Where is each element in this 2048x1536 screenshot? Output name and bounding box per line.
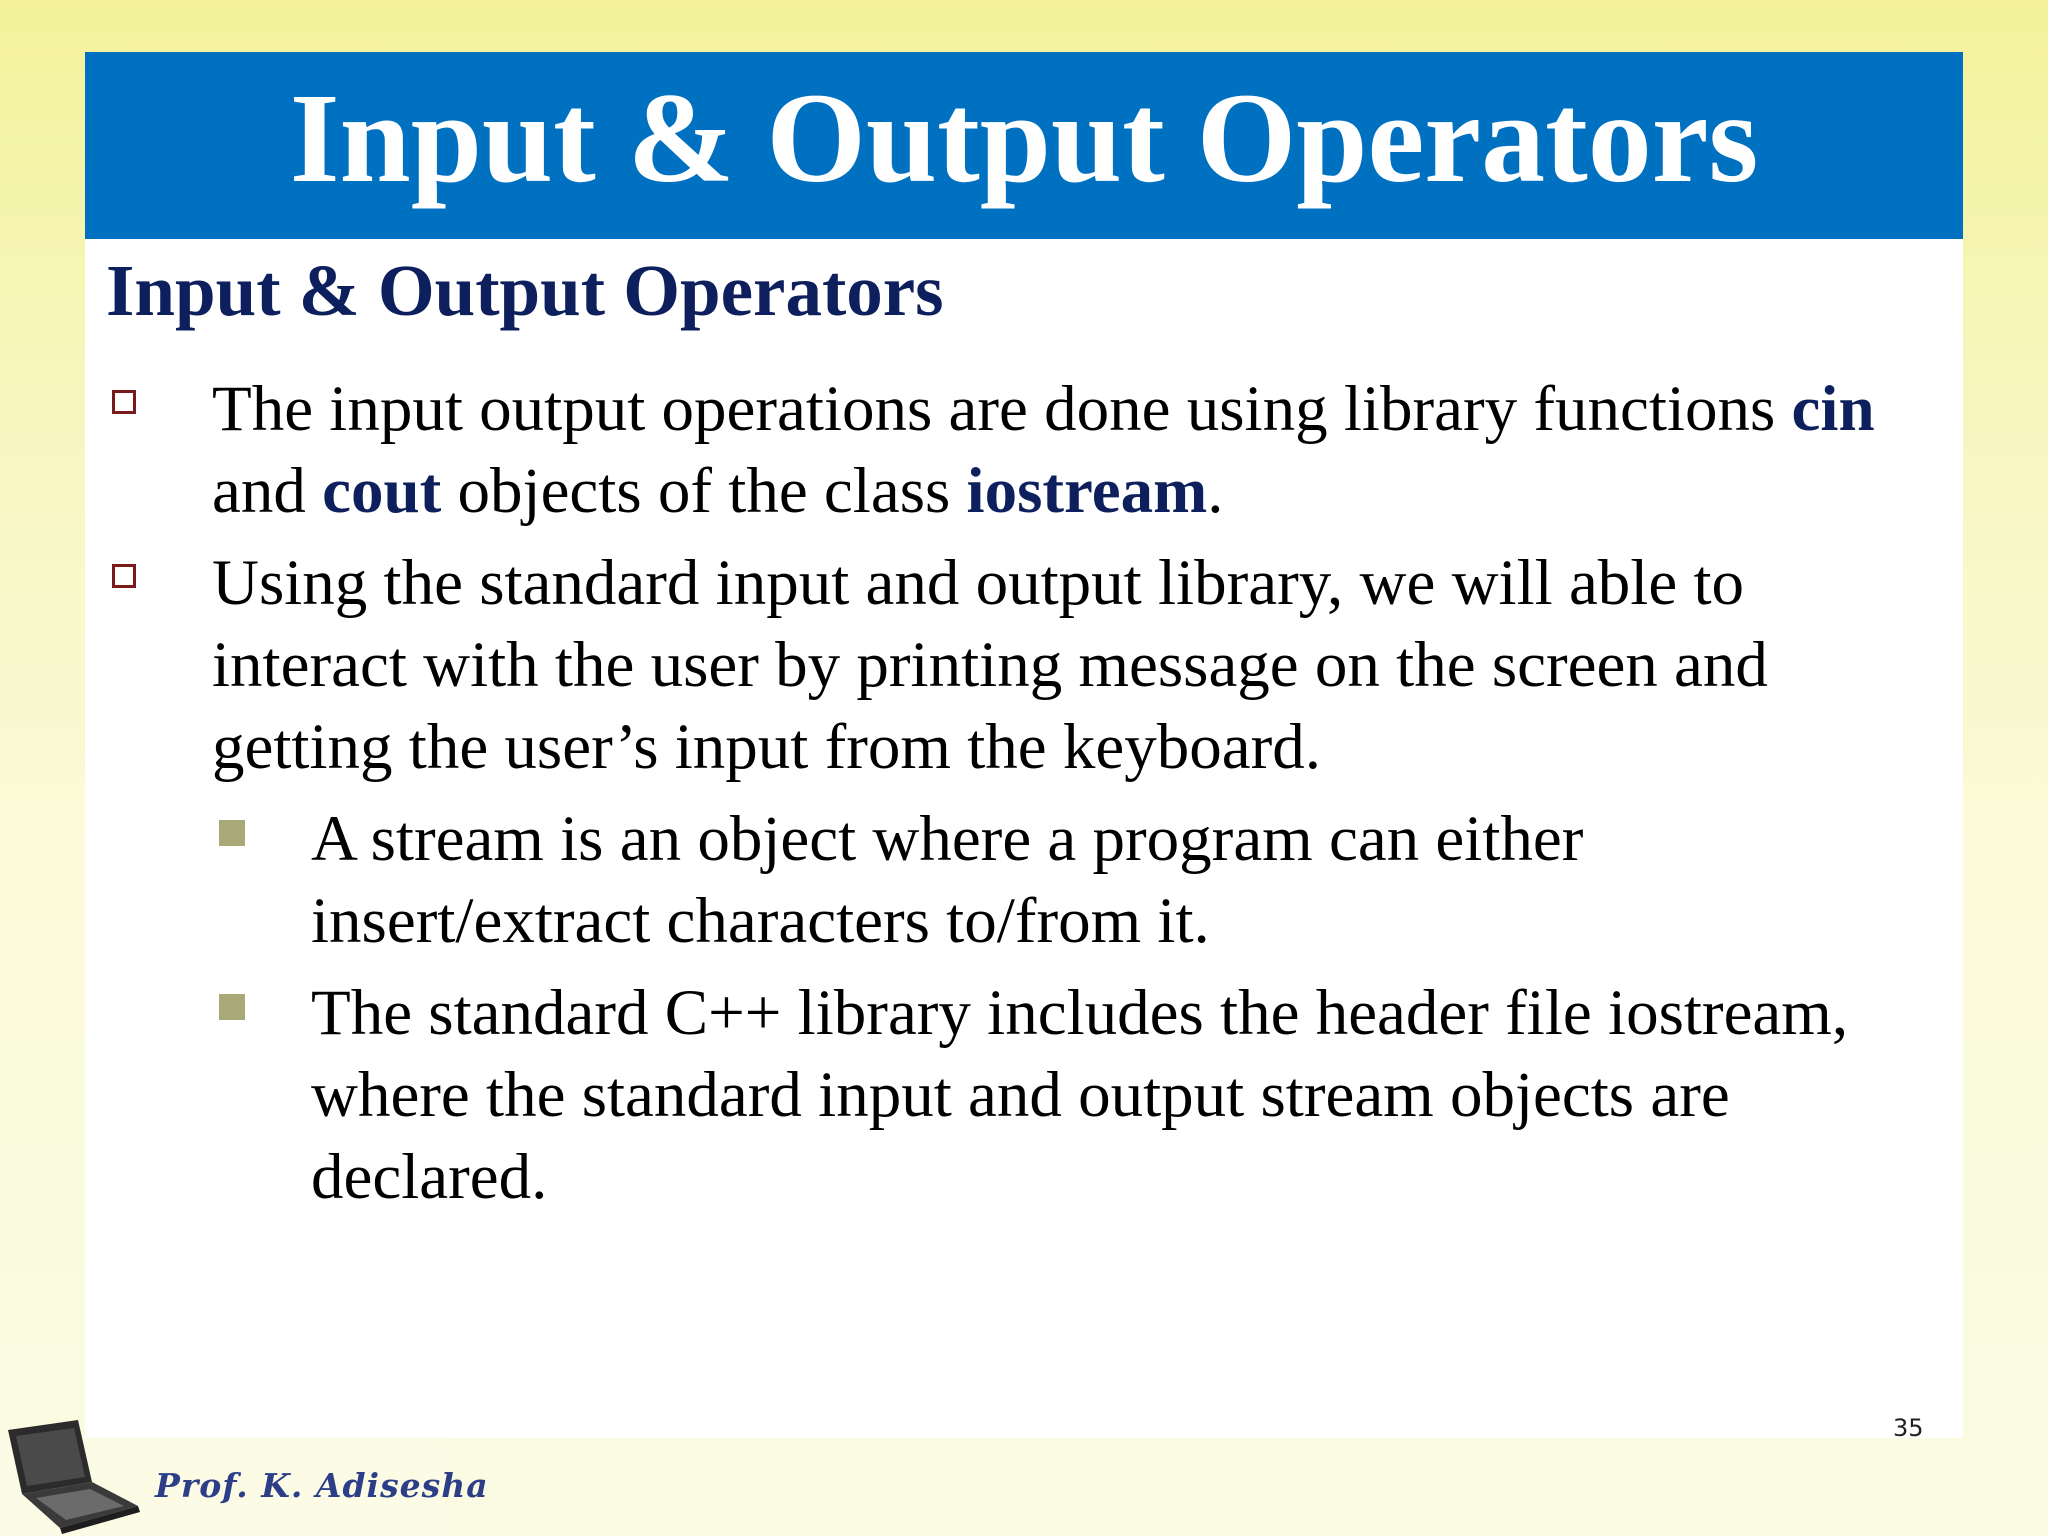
bullet-text: Using the standard input and output library, we will able to interact with the user by printing message on the screen and getting the user’s input from the keyboard. <box>212 547 1768 783</box>
hollow-square-bullet-icon <box>112 390 136 414</box>
hollow-square-bullet-icon <box>112 564 136 588</box>
filled-square-bullet-icon <box>219 994 245 1020</box>
sub-bullet-item <box>106 972 1926 1218</box>
page-number: 35 <box>1893 1414 1924 1442</box>
slide-title: Input & Output Operators <box>289 66 1759 209</box>
sub-bullet-item <box>106 798 1926 962</box>
keyword-cout: cout <box>322 455 442 527</box>
bullet-text: The input output operations are done using library functions cin and cout objects of the class iostream. <box>212 373 1875 527</box>
laptop-icon <box>0 1420 150 1536</box>
author-signature: Prof. K. Adisesha <box>155 1466 489 1505</box>
slide-content <box>106 368 1926 1218</box>
keyword-iostream: iostream <box>966 455 1208 527</box>
sub-bullet-text: The standard C++ library includes the header file iostream, where the standard input and output stream objects are declared. <box>311 977 1849 1213</box>
filled-square-bullet-icon <box>219 820 245 846</box>
title-bar <box>85 52 1963 239</box>
bullet-item <box>106 542 1926 788</box>
sub-bullet-text: A stream is an object where a program can either insert/extract characters to/from it. <box>311 803 1584 957</box>
bullet-item <box>106 368 1926 532</box>
keyword-cin: cin <box>1791 373 1875 445</box>
slide-subtitle: Input & Output Operators <box>106 250 944 331</box>
